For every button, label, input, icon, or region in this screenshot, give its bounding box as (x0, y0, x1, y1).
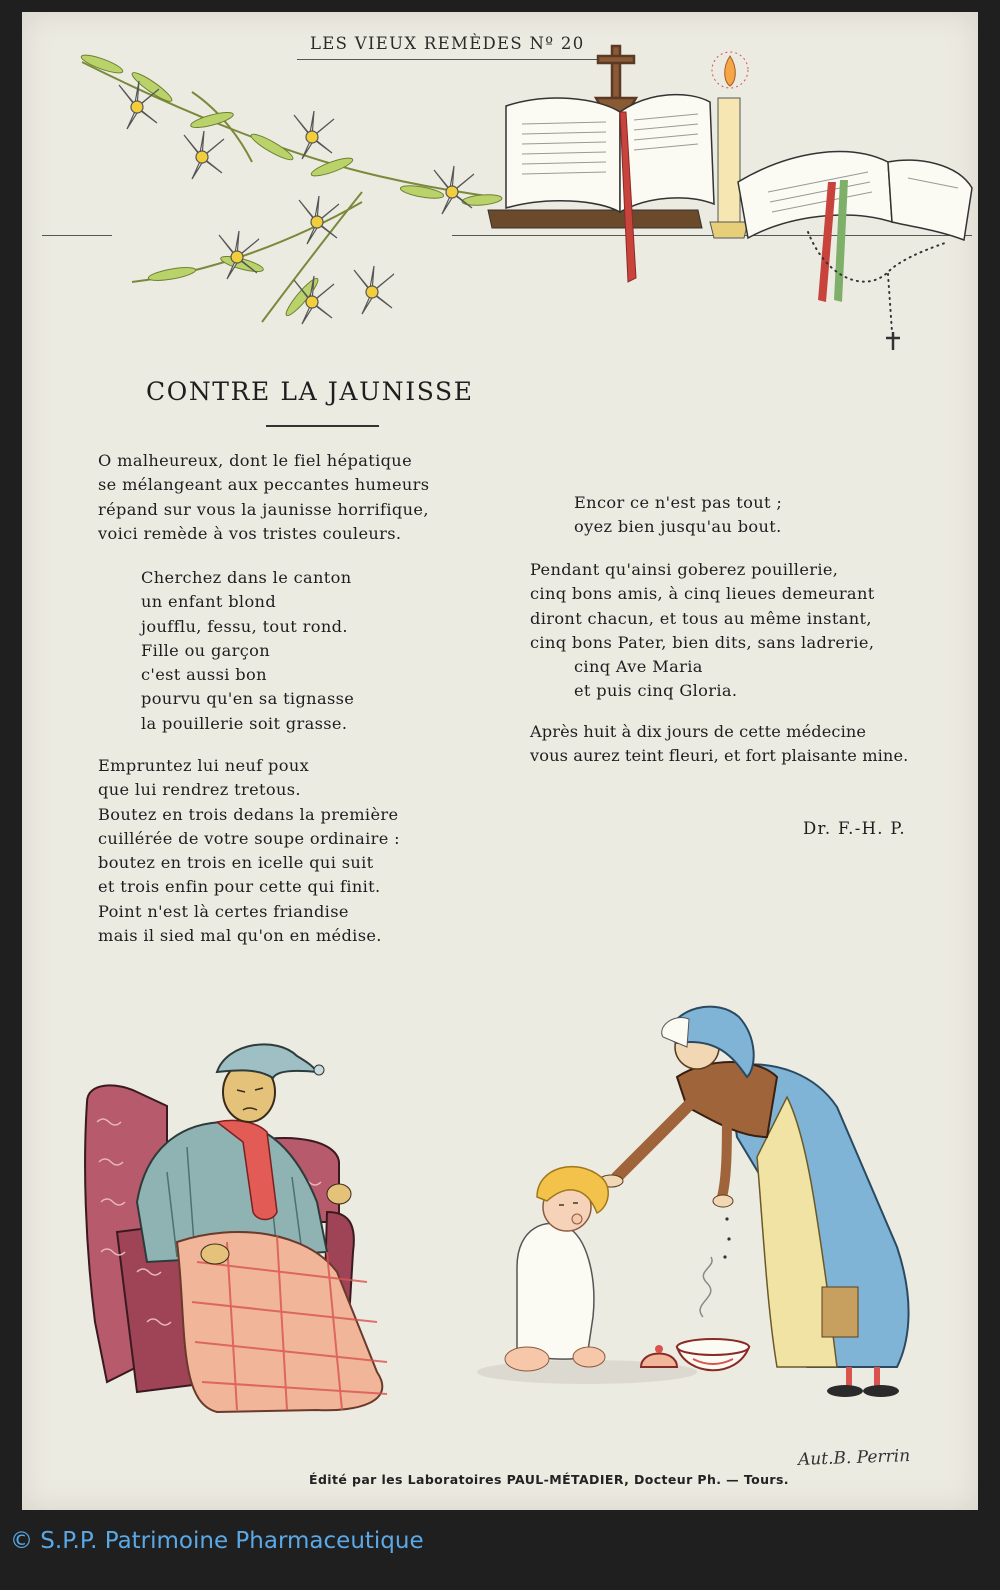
verse-line: vous aurez teint fleuri, et fort plaisante mine. (530, 746, 909, 766)
verse-line: voici remède à vos tristes couleurs. (98, 523, 402, 543)
stanza-right-1 (574, 491, 782, 540)
verse-line: pourvu qu'en sa tignasse (141, 689, 355, 709)
artist-signature: Aut.B. Perrin (797, 1446, 911, 1470)
sick-man-armchair-illustration (77, 1022, 437, 1422)
books-candle-illustration (488, 32, 972, 352)
lily-branch-illustration (62, 42, 512, 362)
verse-line: O malheureux, dont le fiel hépatique (98, 451, 413, 470)
verse-line: boutez en trois en icelle qui suit (98, 853, 374, 873)
page-title: CONTRE LA JAUNISSE (146, 377, 474, 406)
rosary-cross-icon (886, 332, 900, 350)
verse-line: Boutez en trois dedans la première (98, 804, 399, 824)
verse-line: Pendant qu'ainsi goberez pouillerie, (530, 560, 839, 579)
verse-line: Point n'est là certes friandise (98, 901, 349, 921)
verse-line: oyez bien jusqu'au bout. (574, 517, 782, 537)
verse-line: joufflu, fessu, tout rond. (141, 616, 348, 636)
verse-line: cinq bons Pater, bien dits, sans ladrerie, (530, 632, 875, 652)
publisher-line: Édité par les Laboratoires PAUL-MÉTADIER, Docteur Ph. — Tours. (309, 1472, 789, 1487)
verse-line: répand sur vous la jaunisse horrifique, (98, 499, 429, 519)
verse-line: Cherchez dans le canton (141, 568, 352, 587)
series-header: LES VIEUX REMÈDES Nº 20 (310, 34, 585, 53)
title-underline (266, 425, 379, 427)
verse-line: que lui rendrez tretous. (98, 780, 301, 800)
postcard (22, 12, 978, 1510)
verse-line: cinq bons amis, à cinq lieues demeurant (530, 584, 875, 604)
author-signature: Dr. F.-H. P. (803, 819, 906, 838)
stanza-right-2 (530, 558, 875, 704)
verse-line: se mélangeant aux peccantes humeurs (98, 475, 430, 495)
verse-line: mais il sied mal qu'on en médise. (98, 926, 382, 946)
verse-line: cuillérée de votre soupe ordinaire : (98, 828, 400, 848)
verse-line: un enfant blond (141, 592, 277, 612)
verse-line: cinq Ave Maria (574, 657, 703, 677)
verse-line: Après huit à dix jours de cette médecine (530, 722, 867, 741)
verse-line: c'est aussi bon (141, 665, 267, 685)
shelf-line-left (42, 235, 112, 236)
verse-line: diront chacun, et tous au même instant, (530, 608, 872, 628)
grandmother-child-illustration (477, 987, 957, 1407)
verse-line: Fille ou garçon (141, 640, 271, 660)
verse-line: et puis cinq Gloria. (574, 681, 738, 701)
verse-line: Encor ce n'est pas tout ; (574, 493, 783, 512)
verse-line: Empruntez lui neuf poux (98, 756, 310, 775)
copyright-credit: © S.P.P. Patrimoine Pharmaceutique (10, 1528, 424, 1554)
stanza-left-3 (98, 754, 400, 948)
cross-icon (596, 46, 636, 112)
verse-line: et trois enfin pour cette qui finit. (98, 877, 381, 897)
stanza-left-1 (98, 449, 429, 546)
stanza-right-3 (530, 720, 908, 769)
verse-line: la pouillerie soit grasse. (141, 713, 348, 733)
stanza-left-2 (141, 566, 354, 736)
